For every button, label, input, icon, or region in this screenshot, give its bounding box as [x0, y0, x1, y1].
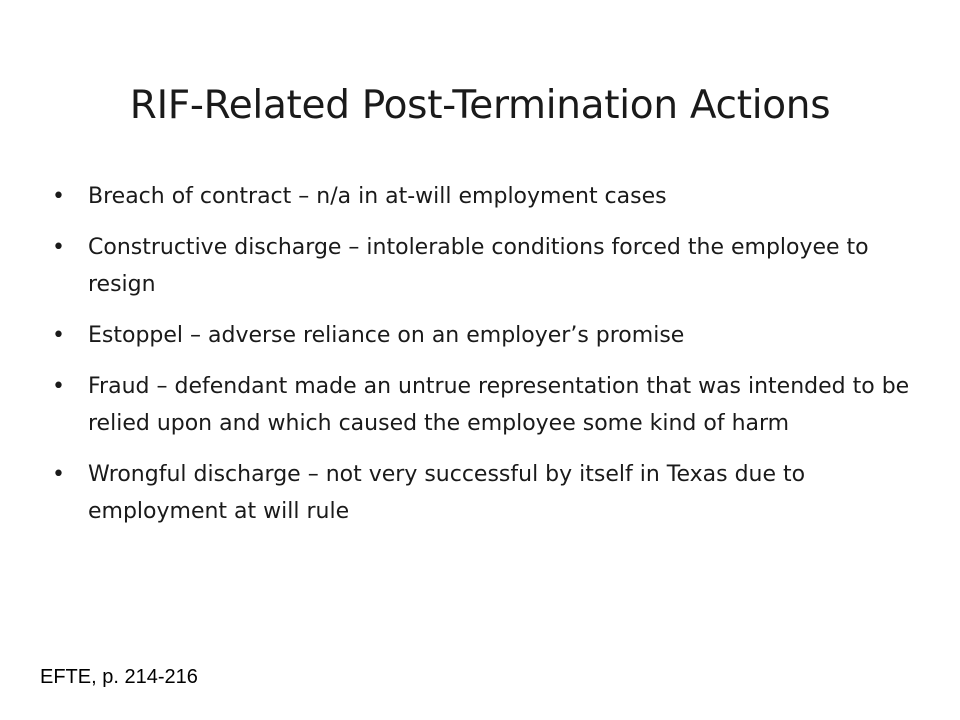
bullet-text: Estoppel – adverse reliance on an employer’s promise	[88, 323, 685, 348]
bullet-text: Wrongful discharge – not very successful by itself in Texas due to employment at will rule	[88, 462, 806, 524]
bullet-item	[48, 229, 928, 303]
source-reference: EFTE, p. 214-216	[40, 666, 198, 688]
bullet-text: Constructive discharge – intolerable conditions forced the employee to resign	[88, 235, 869, 297]
bullet-text: Breach of contract – n/a in at-will employment cases	[88, 184, 667, 209]
bullet-icon: •	[52, 184, 65, 209]
bullet-icon: •	[52, 374, 65, 399]
bullet-item	[48, 178, 928, 215]
bullet-item	[48, 368, 928, 442]
bullet-item	[48, 317, 928, 354]
bullet-item	[48, 456, 928, 530]
bullet-icon: •	[52, 323, 65, 348]
slide-title: RIF-Related Post-Termination Actions	[129, 83, 831, 128]
bullet-text: Fraud – defendant made an untrue representation that was intended to be relied upon and which caused the employee some kind of harm	[88, 374, 910, 436]
bullet-icon: •	[52, 235, 65, 260]
bullet-list	[48, 178, 928, 544]
bullet-icon: •	[52, 462, 65, 487]
